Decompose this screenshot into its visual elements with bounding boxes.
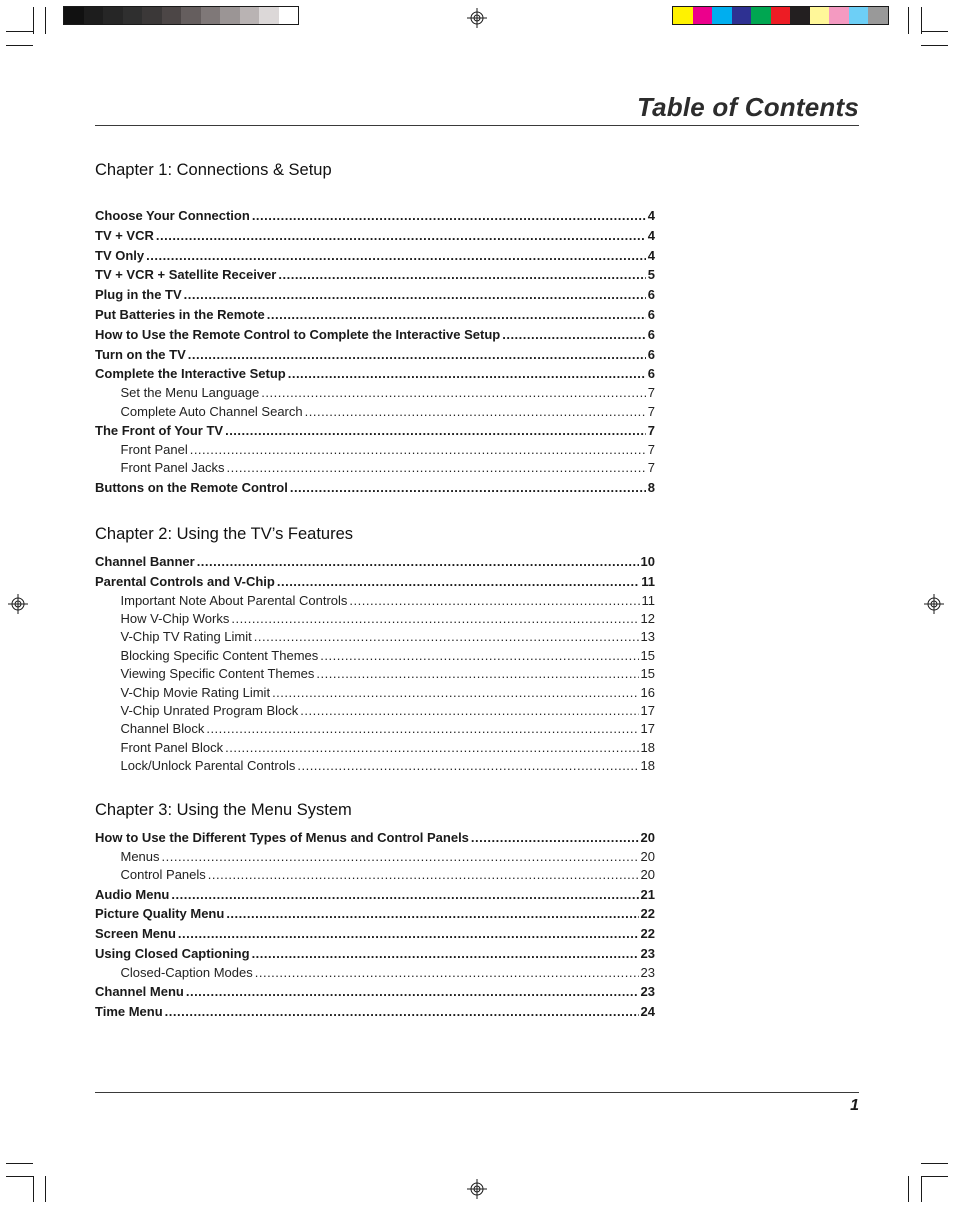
toc-entry[interactable] [95, 459, 655, 477]
chapter-title: Chapter 2: Using the TV’s Features [95, 525, 354, 543]
toc-entry[interactable] [95, 441, 655, 459]
toc-entry-page: 23 [640, 964, 655, 980]
toc-entry-label: Turn on the TV [95, 346, 186, 362]
toc-entry[interactable] [95, 647, 655, 665]
toc-entry[interactable] [95, 325, 655, 345]
color-swatch [181, 7, 201, 24]
toc-entry[interactable] [95, 964, 655, 982]
toc-entry-label: Screen Menu [95, 926, 176, 942]
dot-leader [225, 421, 646, 441]
color-swatch [64, 7, 84, 24]
toc-entry-label: V-Chip Unrated Program Block [120, 702, 299, 718]
toc-entry-label: Control Panels [120, 867, 206, 883]
dot-leader [300, 702, 638, 720]
toc-entry-label: The Front of Your TV [95, 422, 224, 438]
color-swatch [712, 7, 732, 24]
color-swatch [162, 7, 182, 24]
toc-entry-label: Set the Menu Language [120, 385, 260, 401]
dot-leader [290, 478, 646, 498]
toc-entry-label: Closed-Caption Modes [120, 964, 253, 980]
toc-entry-label: Channel Banner [95, 554, 195, 569]
dot-leader [171, 885, 638, 905]
toc-entry[interactable] [95, 757, 655, 775]
toc-entry-page: 6 [647, 326, 655, 342]
color-swatch [123, 7, 143, 24]
toc-entry-page: 4 [647, 247, 655, 263]
dot-leader [252, 944, 639, 964]
toc-entry[interactable] [95, 403, 655, 421]
toc-entry[interactable] [95, 206, 655, 226]
toc-entry[interactable] [95, 592, 655, 610]
dot-leader [184, 285, 646, 305]
toc-entry-page: 5 [647, 267, 655, 283]
color-swatch [103, 7, 123, 24]
toc-entry[interactable] [95, 552, 655, 572]
toc-entry-page: 22 [640, 906, 655, 922]
toc-entry-label: Viewing Specific Content Themes [120, 666, 315, 682]
toc-entry-label: Channel Block [120, 721, 205, 737]
toc-entry[interactable] [95, 904, 655, 924]
crop-mark-top-right-h [921, 31, 948, 32]
toc-entry-page: 7 [647, 441, 655, 457]
color-swatch [693, 7, 713, 24]
dot-leader [206, 720, 638, 738]
dot-leader [277, 572, 639, 592]
toc-entry-label: How to Use the Different Types of Menus and Control Panels [95, 830, 469, 845]
toc-entry-label: Picture Quality Menu [95, 906, 225, 922]
page-number: 1 [850, 1097, 859, 1114]
toc-entry-label: Front Panel Jacks [120, 460, 225, 476]
color-swatch [201, 7, 221, 24]
toc-entry-label: V-Chip TV Rating Limit [120, 629, 252, 645]
toc-entry[interactable] [95, 848, 655, 866]
toc-entry[interactable] [95, 478, 655, 498]
crop-mark-top-left-v2 [45, 7, 46, 34]
color-swatch [259, 7, 279, 24]
toc-entry-page: 11 [641, 573, 655, 589]
dot-leader [255, 964, 639, 982]
toc-entry-page: 8 [647, 479, 655, 495]
toc-entry-label: Important Note About Parental Controls [120, 592, 348, 608]
toc-entry-label: Front Panel [120, 441, 188, 457]
crop-mark-bottom-left-h2 [6, 1176, 33, 1177]
toc-entry-page: 6 [647, 306, 655, 322]
dot-leader [188, 345, 646, 365]
crop-mark-bottom-right-v2 [921, 1176, 922, 1202]
toc-list [95, 552, 655, 776]
toc-entry-page: 18 [640, 739, 655, 755]
toc-entry-label: Using Closed Captioning [95, 945, 250, 961]
toc-entry-label: Time Menu [95, 1003, 163, 1019]
crop-mark-bottom-right-h [921, 1163, 948, 1164]
toc-entry-page: 12 [640, 610, 655, 626]
crop-mark-bottom-right-h2 [921, 1176, 948, 1177]
toc-entry-page: 18 [640, 758, 655, 774]
toc-entry[interactable] [95, 885, 655, 905]
toc-entry-label: Complete Auto Channel Search [120, 403, 303, 419]
grayscale-calibration-bar [63, 6, 299, 25]
dot-leader [227, 459, 646, 477]
dot-leader [471, 828, 639, 848]
color-swatch [771, 7, 791, 24]
header-rule [95, 125, 859, 126]
color-swatch [220, 7, 240, 24]
crop-mark-top-left-h [6, 31, 33, 32]
color-swatch [84, 7, 104, 24]
toc-entry-label: Menus [120, 848, 160, 864]
dot-leader [226, 904, 638, 924]
toc-entry-page: 20 [640, 848, 655, 864]
color-swatch [673, 7, 693, 24]
dot-leader [502, 325, 646, 345]
dot-leader [178, 924, 639, 944]
dot-leader [261, 384, 645, 402]
toc-entry-label: Lock/Unlock Parental Controls [120, 758, 296, 774]
color-swatch [732, 7, 752, 24]
toc-entry[interactable] [95, 739, 655, 757]
toc-list [95, 206, 655, 497]
crop-mark-top-right-v2 [921, 7, 922, 34]
toc-entry-label: Choose Your Connection [95, 208, 250, 223]
dot-leader [320, 647, 638, 665]
toc-entry-page: 15 [640, 666, 655, 682]
toc-entry-page: 24 [640, 1003, 655, 1019]
dot-leader [272, 684, 638, 702]
dot-leader [231, 610, 638, 628]
toc-entry[interactable] [95, 265, 655, 285]
dot-leader [190, 441, 646, 459]
toc-entry-page: 6 [647, 346, 655, 362]
toc-entry-page: 4 [647, 227, 655, 243]
toc-entry-page: 17 [640, 721, 655, 737]
crop-mark-bottom-left-v [33, 1176, 34, 1202]
toc-entry-label: Buttons on the Remote Control [95, 479, 288, 495]
page-title: Table of Contents [637, 92, 859, 122]
dot-leader [146, 246, 646, 266]
chapter-2 [95, 524, 655, 776]
toc-entry[interactable] [95, 828, 655, 848]
toc-entry[interactable] [95, 924, 655, 944]
crop-mark-bottom-right-v [908, 1176, 909, 1202]
chapter-1 [95, 160, 655, 497]
toc-entry-label: Complete the Interactive Setup [95, 366, 286, 382]
chapter-3 [95, 800, 655, 1022]
toc-entry-page: 16 [640, 684, 655, 700]
footer-rule [95, 1092, 859, 1093]
toc-entry[interactable] [95, 610, 655, 628]
dot-leader [165, 1002, 639, 1022]
toc-entry[interactable] [95, 345, 655, 365]
dot-leader [288, 364, 646, 384]
toc-entry[interactable] [95, 572, 655, 592]
toc-entry-page: 20 [640, 830, 655, 845]
toc-entry-page: 7 [647, 422, 655, 438]
toc-entry-page: 21 [640, 886, 655, 902]
toc-entry-page: 7 [647, 385, 655, 401]
toc-entry[interactable] [95, 364, 655, 384]
color-swatch [790, 7, 810, 24]
color-swatch [279, 7, 299, 24]
toc-entry-page: 22 [640, 926, 655, 942]
chapter-title: Chapter 3: Using the Menu System [95, 801, 352, 819]
toc-list [95, 828, 655, 1022]
toc-entry-label: How V-Chip Works [120, 610, 230, 626]
dot-leader [186, 982, 639, 1002]
dot-leader [297, 757, 638, 775]
dot-leader [267, 305, 646, 325]
registration-mark-icon [8, 594, 28, 614]
toc-entry-page: 10 [640, 554, 655, 569]
color-swatch [849, 7, 869, 24]
dot-leader [156, 226, 646, 246]
toc-entry[interactable] [95, 226, 655, 246]
color-calibration-bar [672, 6, 889, 25]
toc-entry-page: 11 [641, 592, 655, 608]
toc-entry-label: Put Batteries in the Remote [95, 306, 265, 322]
crop-mark-top-left-h2 [6, 45, 33, 46]
toc-entry[interactable] [95, 305, 655, 325]
crop-mark-top-right-v [908, 7, 909, 34]
dot-leader [208, 866, 639, 884]
toc-entry-page: 17 [640, 702, 655, 718]
color-swatch [240, 7, 260, 24]
toc-entry-page: 13 [640, 629, 655, 645]
dot-leader [349, 592, 639, 610]
toc-entry-page: 6 [647, 287, 655, 303]
dot-leader [316, 665, 638, 683]
toc-entry[interactable] [95, 246, 655, 266]
crop-mark-bottom-left-v2 [45, 1176, 46, 1202]
toc-entry-label: TV Only [95, 247, 145, 263]
crop-mark-top-left-v [33, 7, 34, 34]
toc-entry[interactable] [95, 665, 655, 683]
color-swatch [829, 7, 849, 24]
toc-entry[interactable] [95, 628, 655, 646]
toc-entry-label: How to Use the Remote Control to Complete the Interactive Setup [95, 326, 501, 342]
toc-entry-label: Parental Controls and V-Chip [95, 573, 275, 589]
toc-entry-page: 15 [640, 647, 655, 663]
toc-entry-page: 4 [647, 208, 655, 223]
toc-entry-page: 20 [640, 867, 655, 883]
dot-leader [254, 628, 639, 646]
dot-leader [162, 848, 639, 866]
dot-leader [278, 265, 645, 285]
toc-entry-label: Plug in the TV [95, 287, 182, 303]
toc-entry-page: 23 [640, 984, 655, 1000]
chapter-title: Chapter 1: Connections & Setup [95, 161, 332, 179]
toc-entry[interactable] [95, 944, 655, 964]
toc-entry-page: 23 [640, 945, 655, 961]
color-swatch [810, 7, 830, 24]
registration-mark-icon [924, 594, 944, 614]
toc-entry-label: TV + VCR [95, 227, 154, 243]
color-swatch [751, 7, 771, 24]
toc-entry-label: TV + VCR + Satellite Receiver [95, 267, 277, 283]
toc-entry-label: Blocking Specific Content Themes [120, 647, 319, 663]
toc-entry[interactable] [95, 720, 655, 738]
toc-entry-label: Channel Menu [95, 984, 184, 1000]
toc-entry-label: V-Chip Movie Rating Limit [120, 684, 271, 700]
color-swatch [142, 7, 162, 24]
toc-entry[interactable] [95, 982, 655, 1002]
dot-leader [252, 206, 646, 226]
toc-entry-label: Front Panel Block [120, 739, 224, 755]
toc-entry-page: 6 [647, 366, 655, 382]
dot-leader [305, 403, 646, 421]
toc-entry[interactable] [95, 421, 655, 441]
toc-entry[interactable] [95, 866, 655, 884]
toc-entry[interactable] [95, 285, 655, 305]
toc-entry[interactable] [95, 702, 655, 720]
toc-entry-page: 7 [647, 403, 655, 419]
toc-entry[interactable] [95, 384, 655, 402]
toc-entry-label: Audio Menu [95, 886, 170, 902]
registration-mark-icon [467, 8, 487, 28]
crop-mark-top-right-h2 [921, 45, 948, 46]
crop-mark-bottom-left-h [6, 1163, 33, 1164]
toc-entry[interactable] [95, 684, 655, 702]
dot-leader [197, 552, 639, 572]
dot-leader [225, 739, 638, 757]
toc-entry[interactable] [95, 1002, 655, 1022]
toc-entry-page: 7 [647, 460, 655, 476]
color-swatch [868, 7, 888, 24]
registration-mark-icon [467, 1179, 487, 1199]
